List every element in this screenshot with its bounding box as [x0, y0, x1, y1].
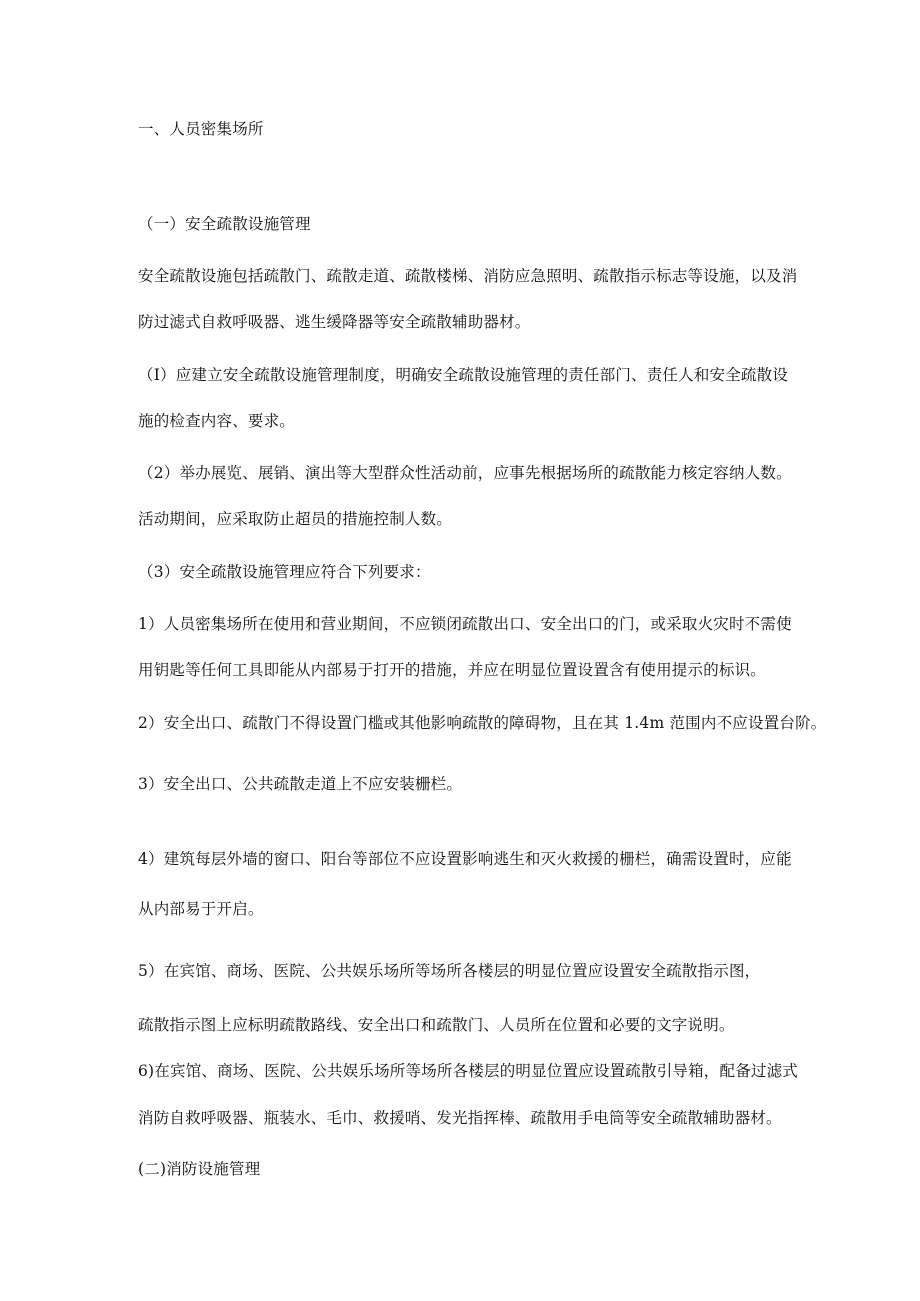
subitem-1-line-1: 1）人员密集场所在使用和营业期间，不应锁闭疏散出口、安全出口的门，或采取火灾时不需使: [138, 615, 792, 633]
item-1-line-2: 施的检查内容、要求。: [138, 412, 296, 430]
paragraph-intro-line-2: 防过滤式自救呼吸器、逃生缓降器等安全疏散辅助器材。: [138, 313, 531, 331]
subitem-5-line-1: 5）在宾馆、商场、医院、公共娱乐场所等场所各楼层的明显位置应设置安全疏散指示图，: [138, 962, 761, 980]
subitem-4-line-2: 从内部易于开启。: [138, 900, 264, 918]
subitem-5-line-2: 疏散指示图上应标明疏散路线、安全出口和疏散门、人员所在位置和必要的文字说明。: [138, 1016, 735, 1034]
item-2-line-1: （2）举办展览、展销、演出等大型群众性活动前，应事先根据场所的疏散能力核定容纳人数。: [138, 464, 792, 482]
item-2-line-2: 活动期间，应采取防止超员的措施控制人数。: [138, 510, 453, 528]
heading-section-1: 一、人员密集场所: [138, 120, 264, 138]
subitem-4-line-1: 4）建筑每层外墙的窗口、阳台等部位不应设置影响逃生和灭火救援的栅栏，确需设置时，应能: [138, 850, 792, 868]
paragraph-intro-line-1: 安全疏散设施包括疏散门、疏散走道、疏散楼梯、消防应急照明、疏散指示标志等设施，以及消: [138, 267, 798, 285]
subitem-1-line-2: 用钥匙等任何工具即能从内部易于打开的措施，并应在明显位置设置含有使用提示的标识。: [138, 661, 767, 679]
subitem-2: 2）安全出口、疏散门不得设置门槛或其他影响疏散的障碍物，且在其 1.4m 范围内不应设置台阶。: [138, 714, 827, 732]
heading-subsection-1: （一）安全疏散设施管理: [138, 215, 311, 233]
subitem-6-line-2: 消防自救呼吸器、瓶装水、毛巾、救援哨、发光指挥棒、疏散用手电筒等安全疏散辅助器材。: [138, 1109, 782, 1127]
subitem-6-line-1: 6)在宾馆、商场、医院、公共娱乐场所等场所各楼层的明显位置应设置疏散引导箱，配备过滤式: [138, 1062, 799, 1080]
item-3: （3）安全疏散设施管理应符合下列要求：: [138, 563, 431, 581]
item-1-line-1: （I）应建立安全疏散设施管理制度，明确安全疏散设施管理的责任部门、责任人和安全疏散设: [138, 366, 789, 384]
subitem-3: 3）安全出口、公共疏散走道上不应安装栅栏。: [138, 775, 463, 793]
heading-subsection-2: (二)消防设施管理: [138, 1160, 261, 1178]
